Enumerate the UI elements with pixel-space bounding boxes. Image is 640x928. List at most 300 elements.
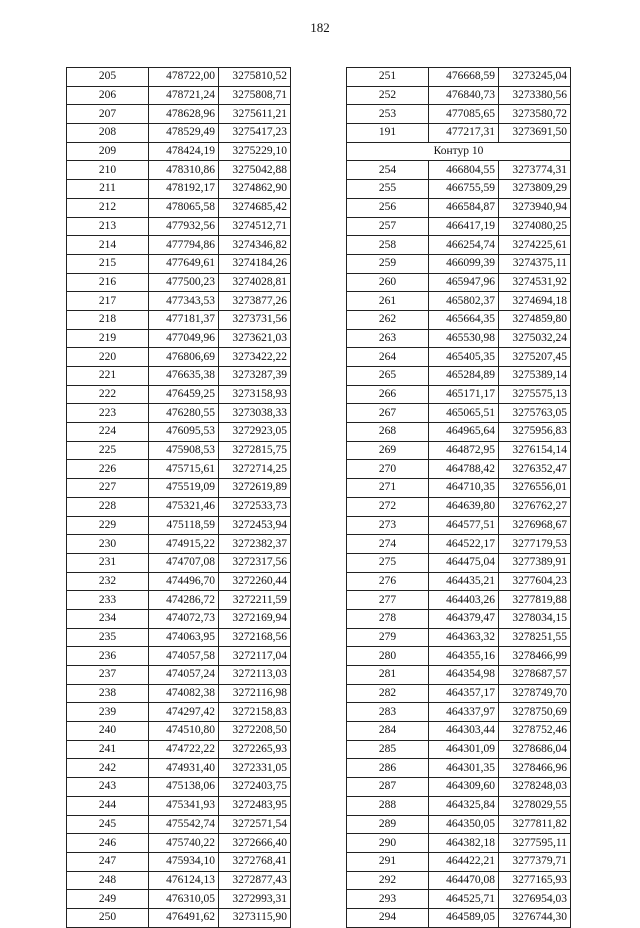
x-coordinate-cell: 475934,10 (149, 852, 219, 871)
x-coordinate-cell: 476124,13 (149, 871, 219, 890)
x-coordinate-cell: 464357,17 (429, 684, 499, 703)
point-number-cell: 283 (347, 703, 429, 722)
x-coordinate-cell: 474915,22 (149, 535, 219, 554)
y-coordinate-cell: 3273621,03 (219, 329, 291, 348)
y-coordinate-cell: 3273287,39 (219, 367, 291, 386)
table-row (347, 198, 571, 217)
point-number-cell: 247 (67, 852, 149, 871)
point-number-cell: 228 (67, 497, 149, 516)
x-coordinate-cell: 466804,55 (429, 161, 499, 180)
point-number-cell: 282 (347, 684, 429, 703)
y-coordinate-cell: 3272533,73 (219, 497, 291, 516)
y-coordinate-cell: 3273115,90 (219, 908, 291, 927)
table-row (67, 871, 291, 890)
point-number-cell: 232 (67, 572, 149, 591)
point-number-cell: 244 (67, 796, 149, 815)
y-coordinate-cell: 3274375,11 (499, 254, 571, 273)
point-number-cell: 258 (347, 236, 429, 255)
point-number-cell: 226 (67, 460, 149, 479)
table-row (347, 535, 571, 554)
x-coordinate-cell: 474297,42 (149, 703, 219, 722)
table-row (67, 236, 291, 255)
point-number-cell: 251 (347, 68, 429, 87)
point-number-cell: 245 (67, 815, 149, 834)
y-coordinate-cell: 3273245,04 (499, 68, 571, 87)
point-number-cell: 221 (67, 367, 149, 386)
x-coordinate-cell: 476806,69 (149, 348, 219, 367)
y-coordinate-cell: 3273038,33 (219, 404, 291, 423)
point-number-cell: 292 (347, 871, 429, 890)
point-number-cell: 218 (67, 310, 149, 329)
y-coordinate-cell: 3277604,23 (499, 572, 571, 591)
point-number-cell: 206 (67, 86, 149, 105)
point-number-cell: 259 (347, 254, 429, 273)
table-row (67, 254, 291, 273)
x-coordinate-cell: 475740,22 (149, 834, 219, 853)
x-coordinate-cell: 474722,22 (149, 740, 219, 759)
table-row (347, 105, 571, 124)
table-row (347, 553, 571, 572)
y-coordinate-cell: 3272768,41 (219, 852, 291, 871)
y-coordinate-cell: 3278034,15 (499, 609, 571, 628)
point-number-cell: 239 (67, 703, 149, 722)
y-coordinate-cell: 3275763,05 (499, 404, 571, 423)
x-coordinate-cell: 477649,61 (149, 254, 219, 273)
table-row (67, 217, 291, 236)
y-coordinate-cell: 3274225,61 (499, 236, 571, 255)
point-number-cell: 266 (347, 385, 429, 404)
point-number-cell: 271 (347, 479, 429, 498)
point-number-cell: 277 (347, 591, 429, 610)
y-coordinate-cell: 3272265,93 (219, 740, 291, 759)
y-coordinate-cell: 3272158,83 (219, 703, 291, 722)
y-coordinate-cell: 3272453,94 (219, 516, 291, 535)
point-number-cell: 222 (67, 385, 149, 404)
point-number-cell: 208 (67, 124, 149, 143)
x-coordinate-cell: 476095,53 (149, 423, 219, 442)
x-coordinate-cell: 464363,32 (429, 628, 499, 647)
point-number-cell: 274 (347, 535, 429, 554)
point-number-cell: 230 (67, 535, 149, 554)
y-coordinate-cell: 3272169,94 (219, 609, 291, 628)
x-coordinate-cell: 476459,25 (149, 385, 219, 404)
x-coordinate-cell: 474072,73 (149, 609, 219, 628)
table-row (347, 890, 571, 909)
point-number-cell: 276 (347, 572, 429, 591)
x-coordinate-cell: 478529,49 (149, 124, 219, 143)
y-coordinate-cell: 3274184,26 (219, 254, 291, 273)
table-row (67, 198, 291, 217)
table-row (347, 161, 571, 180)
y-coordinate-cell: 3272168,56 (219, 628, 291, 647)
table-row (347, 815, 571, 834)
table-row (67, 722, 291, 741)
x-coordinate-cell: 476635,38 (149, 367, 219, 386)
table-row (347, 254, 571, 273)
x-coordinate-cell: 464355,16 (429, 647, 499, 666)
table-row (347, 666, 571, 685)
x-coordinate-cell: 474707,08 (149, 553, 219, 572)
coordinates-table-right (346, 67, 571, 928)
point-number-cell: 255 (347, 180, 429, 199)
y-coordinate-cell: 3277595,11 (499, 834, 571, 853)
x-coordinate-cell: 464435,21 (429, 572, 499, 591)
x-coordinate-cell: 464403,26 (429, 591, 499, 610)
y-coordinate-cell: 3278248,03 (499, 778, 571, 797)
y-coordinate-cell: 3272116,98 (219, 684, 291, 703)
y-coordinate-cell: 3274859,80 (499, 310, 571, 329)
y-coordinate-cell: 3272211,59 (219, 591, 291, 610)
y-coordinate-cell: 3278687,57 (499, 666, 571, 685)
y-coordinate-cell: 3273380,56 (499, 86, 571, 105)
y-coordinate-cell: 3276154,14 (499, 441, 571, 460)
x-coordinate-cell: 464872,95 (429, 441, 499, 460)
point-number-cell: 265 (347, 367, 429, 386)
x-coordinate-cell: 478192,17 (149, 180, 219, 199)
point-number-cell: 214 (67, 236, 149, 255)
table-row (347, 759, 571, 778)
y-coordinate-cell: 3272483,95 (219, 796, 291, 815)
y-coordinate-cell: 3272113,03 (219, 666, 291, 685)
table-row (347, 591, 571, 610)
table-row (347, 740, 571, 759)
y-coordinate-cell: 3275611,21 (219, 105, 291, 124)
point-number-cell: 257 (347, 217, 429, 236)
table-row (67, 329, 291, 348)
x-coordinate-cell: 475908,53 (149, 441, 219, 460)
point-number-cell: 256 (347, 198, 429, 217)
table-row (347, 722, 571, 741)
table-row (67, 591, 291, 610)
point-number-cell: 240 (67, 722, 149, 741)
point-number-cell: 242 (67, 759, 149, 778)
x-coordinate-cell: 464577,51 (429, 516, 499, 535)
x-coordinate-cell: 475715,61 (149, 460, 219, 479)
point-number-cell: 286 (347, 759, 429, 778)
point-number-cell: 216 (67, 273, 149, 292)
y-coordinate-cell: 3274028,81 (219, 273, 291, 292)
table-row (347, 423, 571, 442)
table-row (347, 273, 571, 292)
table-row (347, 703, 571, 722)
x-coordinate-cell: 474063,95 (149, 628, 219, 647)
table-row (347, 367, 571, 386)
table-row (67, 834, 291, 853)
x-coordinate-cell: 464379,47 (429, 609, 499, 628)
y-coordinate-cell: 3272666,40 (219, 834, 291, 853)
y-coordinate-cell: 3275810,52 (219, 68, 291, 87)
y-coordinate-cell: 3273774,31 (499, 161, 571, 180)
x-coordinate-cell: 477181,37 (149, 310, 219, 329)
y-coordinate-cell: 3272208,50 (219, 722, 291, 741)
point-number-cell: 294 (347, 908, 429, 927)
point-number-cell: 238 (67, 684, 149, 703)
table-row (347, 609, 571, 628)
point-number-cell: 254 (347, 161, 429, 180)
y-coordinate-cell: 3275575,13 (499, 385, 571, 404)
point-number-cell: 213 (67, 217, 149, 236)
table-row (67, 142, 291, 161)
point-number-cell: 262 (347, 310, 429, 329)
table-row (67, 759, 291, 778)
coordinates-table-left-body (67, 68, 291, 928)
point-number-cell: 270 (347, 460, 429, 479)
x-coordinate-cell: 478722,00 (149, 68, 219, 87)
x-coordinate-cell: 464337,97 (429, 703, 499, 722)
table-row (67, 385, 291, 404)
table-row (347, 796, 571, 815)
page-number: 182 (310, 20, 330, 35)
x-coordinate-cell: 465405,35 (429, 348, 499, 367)
y-coordinate-cell: 3278686,04 (499, 740, 571, 759)
table-row (347, 460, 571, 479)
point-number-cell: 234 (67, 609, 149, 628)
table-row (347, 908, 571, 927)
y-coordinate-cell: 3278466,96 (499, 759, 571, 778)
point-number-cell: 272 (347, 497, 429, 516)
x-coordinate-cell: 476310,05 (149, 890, 219, 909)
y-coordinate-cell: 3275042,88 (219, 161, 291, 180)
table-row (67, 367, 291, 386)
y-coordinate-cell: 3273691,50 (499, 124, 571, 143)
table-row (347, 310, 571, 329)
y-coordinate-cell: 3277179,53 (499, 535, 571, 554)
table-row (347, 572, 571, 591)
y-coordinate-cell: 3277379,71 (499, 852, 571, 871)
x-coordinate-cell: 465947,96 (429, 273, 499, 292)
point-number-cell: 250 (67, 908, 149, 927)
table-row (67, 890, 291, 909)
point-number-cell: 273 (347, 516, 429, 535)
point-number-cell: 261 (347, 292, 429, 311)
y-coordinate-cell: 3275032,24 (499, 329, 571, 348)
point-number-cell: 285 (347, 740, 429, 759)
table-row (67, 852, 291, 871)
point-number-cell: 209 (67, 142, 149, 161)
point-number-cell: 289 (347, 815, 429, 834)
x-coordinate-cell: 474496,70 (149, 572, 219, 591)
table-row (67, 908, 291, 927)
x-coordinate-cell: 464422,21 (429, 852, 499, 871)
table-row (67, 740, 291, 759)
y-coordinate-cell: 3276352,47 (499, 460, 571, 479)
table-row (347, 124, 571, 143)
table-row (347, 684, 571, 703)
x-coordinate-cell: 475118,59 (149, 516, 219, 535)
point-number-cell: 227 (67, 479, 149, 498)
x-coordinate-cell: 464788,42 (429, 460, 499, 479)
point-number-cell: 249 (67, 890, 149, 909)
table-row (67, 292, 291, 311)
table-row (67, 535, 291, 554)
x-coordinate-cell: 466755,59 (429, 180, 499, 199)
y-coordinate-cell: 3274694,18 (499, 292, 571, 311)
y-coordinate-cell: 3274346,82 (219, 236, 291, 255)
point-number-cell: 210 (67, 161, 149, 180)
x-coordinate-cell: 476491,62 (149, 908, 219, 927)
table-row (347, 217, 571, 236)
table-row (347, 479, 571, 498)
x-coordinate-cell: 474082,38 (149, 684, 219, 703)
x-coordinate-cell: 464301,35 (429, 759, 499, 778)
x-coordinate-cell: 464470,08 (429, 871, 499, 890)
table-row (347, 292, 571, 311)
x-coordinate-cell: 464710,35 (429, 479, 499, 498)
point-number-cell: 207 (67, 105, 149, 124)
table-row (67, 609, 291, 628)
y-coordinate-cell: 3278752,46 (499, 722, 571, 741)
y-coordinate-cell: 3273731,56 (219, 310, 291, 329)
point-number-cell: 205 (67, 68, 149, 87)
x-coordinate-cell: 476668,59 (429, 68, 499, 87)
x-coordinate-cell: 465530,98 (429, 329, 499, 348)
x-coordinate-cell: 464354,98 (429, 666, 499, 685)
x-coordinate-cell: 477343,53 (149, 292, 219, 311)
point-number-cell: 260 (347, 273, 429, 292)
x-coordinate-cell: 464475,04 (429, 553, 499, 572)
table-row (67, 553, 291, 572)
y-coordinate-cell: 3276556,01 (499, 479, 571, 498)
y-coordinate-cell: 3278251,55 (499, 628, 571, 647)
point-number-cell: 293 (347, 890, 429, 909)
y-coordinate-cell: 3275229,10 (219, 142, 291, 161)
table-row (67, 460, 291, 479)
x-coordinate-cell: 478628,96 (149, 105, 219, 124)
x-coordinate-cell: 464301,09 (429, 740, 499, 759)
y-coordinate-cell: 3277389,91 (499, 553, 571, 572)
y-coordinate-cell: 3272993,31 (219, 890, 291, 909)
x-coordinate-cell: 474057,58 (149, 647, 219, 666)
point-number-cell: 237 (67, 666, 149, 685)
point-number-cell: 220 (67, 348, 149, 367)
x-coordinate-cell: 477085,65 (429, 105, 499, 124)
point-number-cell: 225 (67, 441, 149, 460)
y-coordinate-cell: 3272877,43 (219, 871, 291, 890)
point-number-cell: 288 (347, 796, 429, 815)
y-coordinate-cell: 3278029,55 (499, 796, 571, 815)
table-row (347, 871, 571, 890)
table-row (67, 68, 291, 87)
x-coordinate-cell: 475519,09 (149, 479, 219, 498)
point-number-cell: 211 (67, 180, 149, 199)
contour-header-row (347, 142, 571, 161)
y-coordinate-cell: 3276954,03 (499, 890, 571, 909)
y-coordinate-cell: 3272923,05 (219, 423, 291, 442)
table-row (347, 86, 571, 105)
point-number-cell: 224 (67, 423, 149, 442)
y-coordinate-cell: 3276762,27 (499, 497, 571, 516)
y-coordinate-cell: 3273809,29 (499, 180, 571, 199)
point-number-cell: 287 (347, 778, 429, 797)
table-row (67, 628, 291, 647)
x-coordinate-cell: 478065,58 (149, 198, 219, 217)
point-number-cell: 229 (67, 516, 149, 535)
point-number-cell: 279 (347, 628, 429, 647)
table-row (347, 385, 571, 404)
table-row (347, 834, 571, 853)
table-row (67, 124, 291, 143)
x-coordinate-cell: 478721,24 (149, 86, 219, 105)
x-coordinate-cell: 474510,80 (149, 722, 219, 741)
table-row (67, 516, 291, 535)
table-row (347, 516, 571, 535)
x-coordinate-cell: 477049,96 (149, 329, 219, 348)
y-coordinate-cell: 3276744,30 (499, 908, 571, 927)
point-number-cell: 223 (67, 404, 149, 423)
point-number-cell: 233 (67, 591, 149, 610)
x-coordinate-cell: 477794,86 (149, 236, 219, 255)
x-coordinate-cell: 477932,56 (149, 217, 219, 236)
point-number-cell: 246 (67, 834, 149, 853)
point-number-cell: 264 (347, 348, 429, 367)
table-row (67, 105, 291, 124)
y-coordinate-cell: 3273580,72 (499, 105, 571, 124)
x-coordinate-cell: 464525,71 (429, 890, 499, 909)
table-row (67, 273, 291, 292)
x-coordinate-cell: 474931,40 (149, 759, 219, 778)
y-coordinate-cell: 3273877,26 (219, 292, 291, 311)
x-coordinate-cell: 464382,18 (429, 834, 499, 853)
x-coordinate-cell: 465284,89 (429, 367, 499, 386)
x-coordinate-cell: 478424,19 (149, 142, 219, 161)
x-coordinate-cell: 477217,31 (429, 124, 499, 143)
y-coordinate-cell: 3273158,93 (219, 385, 291, 404)
x-coordinate-cell: 466099,39 (429, 254, 499, 273)
point-number-cell: 291 (347, 852, 429, 871)
table-row (347, 236, 571, 255)
table-row (347, 852, 571, 871)
coordinates-table-right-body (347, 68, 571, 928)
x-coordinate-cell: 474057,24 (149, 666, 219, 685)
table-row (67, 815, 291, 834)
x-coordinate-cell: 466417,19 (429, 217, 499, 236)
point-number-cell: 269 (347, 441, 429, 460)
point-number-cell: 280 (347, 647, 429, 666)
y-coordinate-cell: 3277165,93 (499, 871, 571, 890)
y-coordinate-cell: 3275417,23 (219, 124, 291, 143)
point-number-cell: 217 (67, 292, 149, 311)
table-row (347, 628, 571, 647)
x-coordinate-cell: 476280,55 (149, 404, 219, 423)
point-number-cell: 212 (67, 198, 149, 217)
y-coordinate-cell: 3272331,05 (219, 759, 291, 778)
x-coordinate-cell: 475138,06 (149, 778, 219, 797)
y-coordinate-cell: 3278466,99 (499, 647, 571, 666)
point-number-cell: 231 (67, 553, 149, 572)
x-coordinate-cell: 464965,64 (429, 423, 499, 442)
x-coordinate-cell: 478310,86 (149, 161, 219, 180)
x-coordinate-cell: 464303,44 (429, 722, 499, 741)
y-coordinate-cell: 3275956,83 (499, 423, 571, 442)
point-number-cell: 252 (347, 86, 429, 105)
table-row (67, 778, 291, 797)
table-row (67, 348, 291, 367)
table-row (67, 441, 291, 460)
y-coordinate-cell: 3273422,22 (219, 348, 291, 367)
x-coordinate-cell: 475542,74 (149, 815, 219, 834)
table-row (347, 329, 571, 348)
y-coordinate-cell: 3278749,70 (499, 684, 571, 703)
table-row (67, 647, 291, 666)
table-row (347, 778, 571, 797)
table-row (347, 441, 571, 460)
x-coordinate-cell: 464589,05 (429, 908, 499, 927)
y-coordinate-cell: 3272117,04 (219, 647, 291, 666)
x-coordinate-cell: 465664,35 (429, 310, 499, 329)
x-coordinate-cell: 465065,51 (429, 404, 499, 423)
point-number-cell: 243 (67, 778, 149, 797)
x-coordinate-cell: 464309,60 (429, 778, 499, 797)
